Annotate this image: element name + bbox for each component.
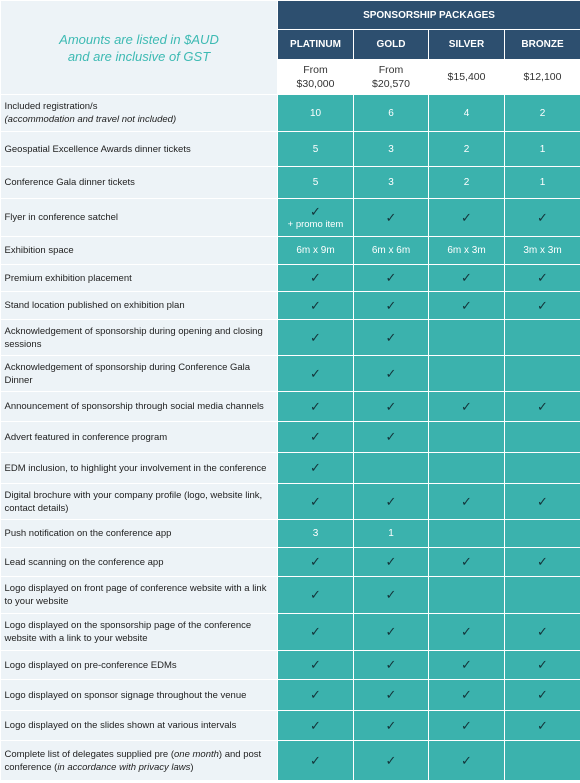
- feature-label-italic: in accordance with privacy laws: [57, 761, 191, 773]
- value-text: 6m x 9m: [296, 245, 335, 256]
- value-cell-bronze: [505, 132, 580, 167]
- value-cell-gold: [354, 741, 429, 781]
- value-cell-gold: [354, 422, 429, 453]
- value-cell-silver: [429, 711, 505, 741]
- checkmark-icon: ✓: [310, 717, 321, 733]
- checkmark-icon: ✓: [385, 624, 397, 639]
- value-cell-bronze: [505, 199, 580, 237]
- feature-row: [1, 265, 580, 292]
- feature-label-text: Conference Gala dinner tickets: [4, 177, 135, 188]
- checkmark-icon: ✓: [537, 398, 548, 414]
- feature-label: [1, 680, 278, 711]
- package-name-bronze: BRONZE: [505, 30, 580, 60]
- value-cell-gold: [354, 356, 429, 392]
- value-text: 2: [463, 143, 470, 155]
- value-text: 3: [312, 528, 319, 539]
- checkmark-icon: ✓: [310, 687, 321, 702]
- checkmark-icon: ✓: [310, 365, 321, 381]
- price-amount: $15,400: [447, 71, 486, 83]
- feature-label-text: Digital brochure with your company profile (logo, website link, contact details): [4, 489, 263, 514]
- value-text: 6: [388, 107, 394, 119]
- checkmark-icon: ✓: [537, 657, 548, 672]
- checkmark-icon: ✓: [385, 493, 397, 509]
- value-text: 2: [539, 107, 546, 119]
- checkmark-icon: ✓: [385, 398, 397, 414]
- checkmark-icon: ✓: [385, 365, 397, 381]
- feature-label: [1, 548, 278, 577]
- feature-label: [1, 651, 278, 680]
- checkmark-icon: ✓: [385, 429, 397, 444]
- value-cell-gold: [354, 167, 429, 199]
- value-cell-platinum: [278, 548, 354, 577]
- feature-row: [1, 132, 580, 167]
- value-cell-gold: [354, 265, 429, 292]
- value-cell-bronze: [505, 614, 580, 651]
- checkmark-icon: ✓: [310, 270, 321, 285]
- value-cell-gold: [354, 711, 429, 741]
- feature-label-text: Push notification on the conference app: [4, 528, 172, 539]
- value-cell-gold: [354, 95, 429, 132]
- value-cell-bronze: [505, 453, 580, 484]
- checkmark-icon: ✓: [310, 624, 321, 639]
- value-cell-gold: [354, 614, 429, 651]
- feature-label-italic: one month: [174, 748, 219, 760]
- value-text: 5: [312, 143, 319, 155]
- feature-label: [1, 520, 278, 548]
- value-cell-bronze: [505, 95, 580, 132]
- feature-label-text: Logo displayed on the sponsorship page of the conference website with a link to your website: [4, 620, 252, 644]
- value-cell-platinum: [278, 651, 354, 680]
- value-cell-platinum: [278, 356, 354, 392]
- checkmark-icon: ✓: [461, 270, 472, 285]
- value-cell-platinum: [278, 614, 354, 651]
- checkmark-icon: ✓: [385, 209, 397, 225]
- feature-label: [1, 292, 278, 320]
- value-cell-gold: [354, 484, 429, 520]
- feature-label-text: Included registration/s: [4, 101, 98, 112]
- checkmark-icon: ✓: [461, 687, 472, 702]
- value-cell-bronze: [505, 484, 580, 520]
- checkmark-icon: ✓: [461, 752, 472, 768]
- value-cell-silver: [429, 614, 505, 651]
- feature-label: [1, 265, 278, 292]
- value-cell-platinum: [278, 453, 354, 484]
- package-name-platinum: PLATINUM: [278, 30, 354, 60]
- value-cell-platinum: [278, 741, 354, 781]
- value-text: 3: [388, 143, 394, 155]
- checkmark-icon: ✓: [537, 209, 548, 225]
- feature-row: [1, 292, 580, 320]
- checkmark-icon: ✓: [310, 329, 321, 345]
- value-text: 1: [388, 528, 394, 539]
- value-cell-platinum: [278, 520, 354, 548]
- checkmark-icon: ✓: [537, 624, 548, 639]
- checkmark-icon: ✓: [461, 209, 472, 225]
- feature-label-text: Complete list of delegates supplied pre (: [4, 748, 175, 760]
- value-cell-gold: [354, 320, 429, 356]
- value-cell-bronze: [505, 520, 580, 548]
- checkmark-icon: ✓: [310, 429, 321, 444]
- feature-label: [1, 167, 278, 199]
- checkmark-icon: ✓: [537, 297, 548, 313]
- value-cell-bronze: [505, 265, 580, 292]
- feature-label-text: Advert featured in conference program: [4, 431, 168, 443]
- value-cell-gold: [354, 237, 429, 265]
- feature-label-text: Logo displayed on the slides shown at various intervals: [4, 720, 237, 731]
- feature-label-text: Geospatial Excellence Awards dinner tickets: [4, 143, 191, 155]
- value-cell-silver: [429, 651, 505, 680]
- value-text: 1: [539, 143, 546, 155]
- value-cell-platinum: [278, 237, 354, 265]
- checkmark-icon: ✓: [385, 270, 397, 285]
- checkmark-icon: ✓: [537, 687, 548, 702]
- value-cell-bronze: [505, 548, 580, 577]
- package-name-gold: GOLD: [354, 30, 429, 60]
- checkmark-icon: ✓: [385, 329, 397, 345]
- price-prefix: From: [378, 64, 404, 76]
- value-cell-platinum: [278, 199, 354, 237]
- value-cell-platinum: [278, 132, 354, 167]
- currency-note-line2: and are inclusive of GST: [67, 48, 211, 64]
- value-cell-bronze: [505, 741, 580, 781]
- feature-label-text: EDM inclusion, to highlight your involvement in the conference: [4, 462, 267, 474]
- checkmark-icon: ✓: [310, 398, 321, 414]
- checkmark-icon: ✓: [461, 717, 472, 733]
- value-cell-platinum: [278, 711, 354, 741]
- value-cell-silver: [429, 95, 505, 132]
- feature-label-text: Stand location published on exhibition plan: [4, 300, 185, 311]
- feature-label-text: Premium exhibition placement: [4, 272, 132, 284]
- checkmark-icon: ✓: [385, 554, 397, 569]
- feature-row: [1, 199, 580, 237]
- price-amount: $12,100: [523, 71, 562, 83]
- feature-label: [1, 453, 278, 484]
- value-cell-bronze: [505, 577, 580, 614]
- value-text: 3: [388, 177, 394, 188]
- feature-label-text: Logo displayed on pre-conference EDMs: [4, 659, 177, 671]
- value-cell-silver: [429, 392, 505, 422]
- price-amount: $20,570: [372, 78, 410, 90]
- feature-label-text: Logo displayed on front page of conference website with a link to your website: [4, 583, 267, 607]
- currency-note: [1, 1, 278, 95]
- value-cell-silver: [429, 741, 505, 781]
- feature-row: [1, 651, 580, 680]
- feature-label-italic: (accommodation and travel not included): [4, 114, 177, 125]
- checkmark-icon: ✓: [461, 297, 472, 313]
- feature-label: [1, 356, 278, 392]
- value-cell-gold: [354, 548, 429, 577]
- value-text: 3m x 3m: [523, 245, 562, 256]
- value-cell-silver: [429, 422, 505, 453]
- checkmark-icon: ✓: [461, 493, 472, 509]
- value-cell-silver: [429, 237, 505, 265]
- value-cell-platinum: [278, 577, 354, 614]
- value-cell-silver: [429, 320, 505, 356]
- value-cell-silver: [429, 453, 505, 484]
- value-text: 6m x 3m: [447, 245, 486, 256]
- value-cell-gold: [354, 292, 429, 320]
- value-cell-gold: [354, 680, 429, 711]
- feature-row: [1, 453, 580, 484]
- feature-row: [1, 484, 580, 520]
- feature-row: [1, 392, 580, 422]
- feature-row: [1, 167, 580, 199]
- feature-row: [1, 711, 580, 741]
- feature-row: [1, 548, 580, 577]
- feature-row: [1, 577, 580, 614]
- value-cell-platinum: [278, 292, 354, 320]
- package-price-silver: [429, 60, 505, 95]
- package-price-gold: [354, 60, 429, 95]
- feature-row: [1, 520, 580, 548]
- feature-row: [1, 680, 580, 711]
- value-cell-silver: [429, 680, 505, 711]
- feature-row: [1, 422, 580, 453]
- value-cell-gold: [354, 520, 429, 548]
- checkmark-icon: ✓: [537, 554, 548, 569]
- value-text: 4: [463, 107, 470, 119]
- value-cell-gold: [354, 577, 429, 614]
- sponsorship-packages-heading: SPONSORSHIP PACKAGES: [278, 1, 580, 30]
- feature-label: [1, 484, 278, 520]
- checkmark-icon: ✓: [537, 717, 548, 733]
- value-cell-silver: [429, 199, 505, 237]
- currency-note-line1: Amounts are listed in $AUD: [59, 31, 219, 47]
- feature-row: [1, 237, 580, 265]
- checkmark-icon: ✓: [310, 460, 321, 475]
- feature-label: [1, 132, 278, 167]
- value-text: 2: [463, 177, 470, 188]
- value-cell-silver: [429, 292, 505, 320]
- value-cell-gold: [354, 453, 429, 484]
- value-cell-silver: [429, 548, 505, 577]
- value-cell-silver: [429, 520, 505, 548]
- value-text: 6m x 6m: [371, 245, 411, 256]
- value-cell-gold: [354, 651, 429, 680]
- checkmark-icon: ✓: [461, 624, 472, 639]
- value-cell-gold: [354, 392, 429, 422]
- value-cell-platinum: [278, 95, 354, 132]
- feature-label-text: Announcement of sponsorship through social media channels: [4, 401, 264, 412]
- value-cell-bronze: [505, 422, 580, 453]
- value-text: 10: [309, 107, 322, 119]
- feature-row: [1, 741, 580, 781]
- value-cell-platinum: [278, 167, 354, 199]
- package-name-silver: SILVER: [429, 30, 505, 60]
- checkmark-icon: ✓: [385, 297, 397, 313]
- feature-label: [1, 741, 278, 781]
- value-cell-platinum: [278, 422, 354, 453]
- checkmark-icon: ✓: [461, 554, 472, 569]
- feature-label-text: ) and post conference (: [4, 748, 262, 773]
- price-amount: $30,000: [296, 78, 335, 90]
- checkmark-icon: ✓: [385, 687, 397, 702]
- feature-row: [1, 320, 580, 356]
- feature-label-text: Acknowledgement of sponsorship during opening and closing sessions: [4, 325, 263, 350]
- feature-row: [1, 614, 580, 651]
- value-cell-gold: [354, 199, 429, 237]
- value-cell-silver: [429, 356, 505, 392]
- value-cell-platinum: [278, 484, 354, 520]
- checkmark-icon: ✓: [310, 297, 321, 313]
- checkmark-icon: ✓: [310, 587, 321, 602]
- feature-row: [1, 95, 580, 132]
- feature-label-text: Exhibition space: [4, 245, 74, 256]
- value-cell-platinum: [278, 680, 354, 711]
- checkmark-icon: ✓: [310, 752, 321, 768]
- feature-label: [1, 711, 278, 741]
- value-cell-gold: [354, 132, 429, 167]
- value-cell-bronze: [505, 711, 580, 741]
- feature-label: [1, 237, 278, 265]
- value-cell-silver: [429, 577, 505, 614]
- value-cell-bronze: [505, 651, 580, 680]
- feature-label: [1, 95, 278, 132]
- checkmark-icon: ✓: [385, 717, 397, 733]
- checkmark-icon: ✓: [385, 657, 397, 672]
- feature-label: [1, 199, 278, 237]
- value-cell-bronze: [505, 320, 580, 356]
- feature-row: [1, 356, 580, 392]
- value-cell-silver: [429, 484, 505, 520]
- value-text: 1: [539, 177, 546, 188]
- feature-label: [1, 614, 278, 651]
- value-cell-bronze: [505, 356, 580, 392]
- feature-label: [1, 422, 278, 453]
- feature-label: [1, 577, 278, 614]
- value-cell-platinum: [278, 392, 354, 422]
- feature-rows: [1, 95, 580, 781]
- feature-label-text: Flyer in conference satchel: [4, 212, 119, 223]
- package-price-bronze: [505, 60, 580, 95]
- checkmark-icon: ✓: [461, 398, 472, 414]
- value-cell-platinum: [278, 320, 354, 356]
- value-text: 5: [312, 177, 319, 188]
- value-cell-silver: [429, 167, 505, 199]
- feature-label: [1, 392, 278, 422]
- value-cell-bronze: [505, 292, 580, 320]
- price-prefix: From: [303, 64, 328, 76]
- value-cell-bronze: [505, 680, 580, 711]
- checkmark-icon: ✓: [385, 587, 397, 602]
- checkmark-icon: ✓: [310, 203, 321, 219]
- feature-label-text: Logo displayed on sponsor signage throughout the venue: [4, 689, 247, 701]
- feature-label-text: ): [190, 761, 194, 773]
- value-cell-bronze: [505, 237, 580, 265]
- checkmark-icon: ✓: [461, 657, 472, 672]
- checkmark-icon: ✓: [310, 493, 321, 509]
- checkmark-icon: ✓: [537, 270, 548, 285]
- checkmark-icon: ✓: [310, 657, 321, 672]
- value-cell-silver: [429, 132, 505, 167]
- checkmark-icon: ✓: [385, 752, 397, 768]
- value-subtext: + promo item: [287, 218, 344, 230]
- checkmark-icon: ✓: [537, 493, 548, 509]
- value-cell-platinum: [278, 265, 354, 292]
- value-cell-bronze: [505, 392, 580, 422]
- value-cell-bronze: [505, 167, 580, 199]
- checkmark-icon: ✓: [310, 554, 321, 569]
- feature-label-text: Lead scanning on the conference app: [4, 556, 164, 568]
- feature-label-text: Acknowledgement of sponsorship during Conference Gala Dinner: [4, 361, 251, 386]
- feature-label: [1, 320, 278, 356]
- value-cell-silver: [429, 265, 505, 292]
- package-price-platinum: [278, 60, 354, 95]
